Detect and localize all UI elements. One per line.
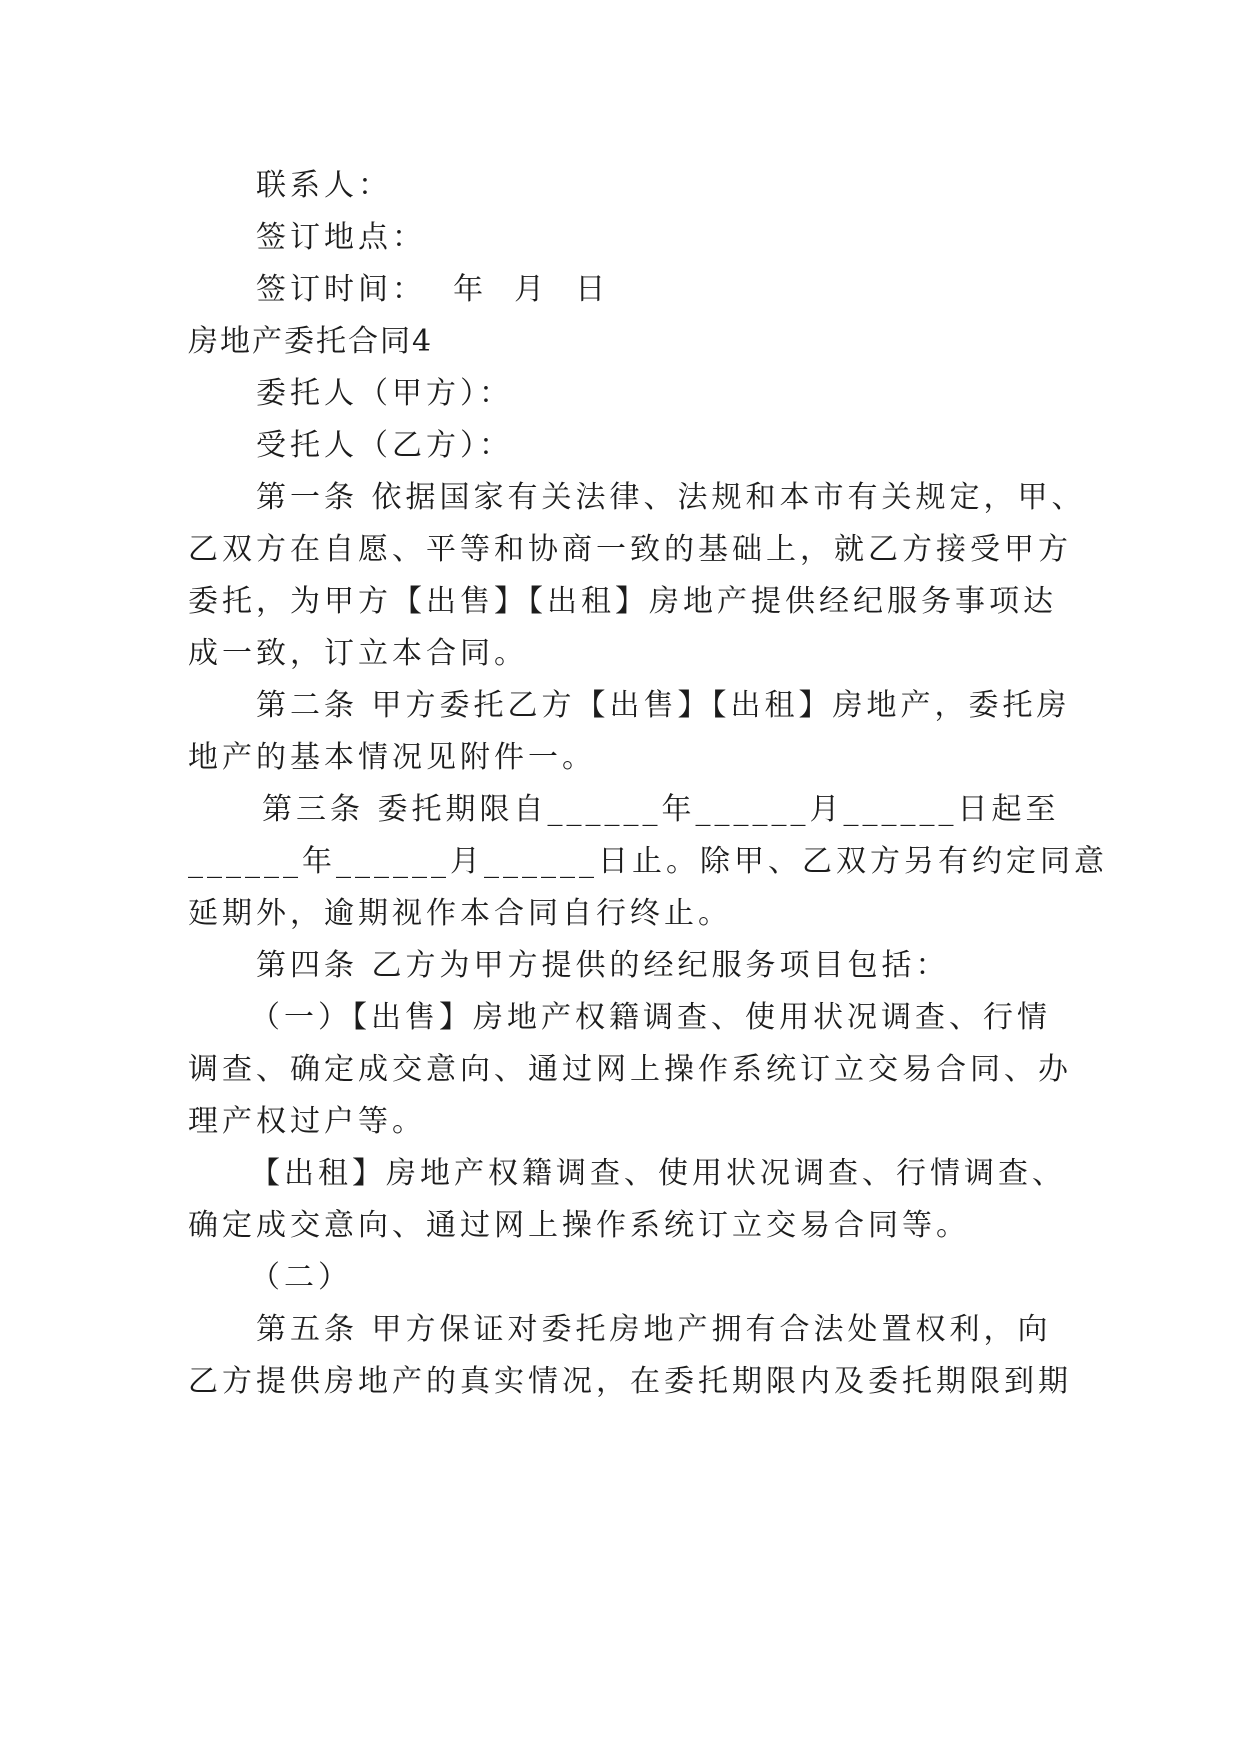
contact-person-line: 联系人： (256, 168, 392, 203)
article-5-line-1: 第五条 甲方保证对委托房地产拥有合法处置权利，向 (256, 1312, 1052, 1347)
article-4-item-1-line-1: （一）【出售】房地产权籍调查、使用状况调查、行情 (250, 1000, 1051, 1035)
article-1-line-3: 委托，为甲方【出售】【出租】房地产提供经纪服务事项达 (188, 584, 1057, 619)
article-1-line-1: 第一条 依据国家有关法律、法规和本市有关规定，甲、 (256, 480, 1086, 515)
article-1-line-2: 乙双方在自愿、平等和协商一致的基础上，就乙方接受甲方 (188, 532, 1072, 567)
principal-line: 委托人（甲方）： (256, 376, 513, 411)
contract-title: 房地产委托合同4 (188, 324, 434, 359)
article-4-item-1-line-3: 理产权过户等。 (188, 1104, 426, 1139)
article-4-rent-line-2: 确定成交意向、通过网上操作系统订立交易合同等。 (188, 1208, 970, 1243)
article-1-line-4: 成一致，订立本合同。 (188, 636, 528, 671)
article-4-item-2-line: （二） (250, 1260, 352, 1295)
signing-place-line: 签订地点： (256, 220, 426, 255)
article-4-item-1-line-2: 调查、确定成交意向、通过网上操作系统订立交易合同、办 (188, 1052, 1072, 1087)
agent-line: 受托人（乙方）： (256, 428, 513, 463)
article-4-rent-line-1: 【出租】房地产权籍调查、使用状况调查、行情调查、 (250, 1156, 1066, 1191)
article-4-line-1: 第四条 乙方为甲方提供的经纪服务项目包括： (256, 948, 950, 983)
article-2-line-2: 地产的基本情况见附件一。 (188, 740, 596, 775)
article-5-line-2: 乙方提供房地产的真实情况，在委托期限内及委托期限到期 (188, 1364, 1072, 1399)
article-3-line-2: ______年______月______日止。除甲、乙双方另有约定同意 (188, 844, 1108, 879)
article-3-line-1: 第三条 委托期限自______年______月______日起至 (262, 792, 1060, 827)
article-3-line-3: 延期外，逾期视作本合同自行终止。 (188, 896, 732, 931)
signing-date-line: 签订时间： 年 月 日 (256, 272, 610, 307)
article-2-line-1: 第二条 甲方委托乙方【出售】【出租】房地产，委托房 (256, 688, 1071, 723)
